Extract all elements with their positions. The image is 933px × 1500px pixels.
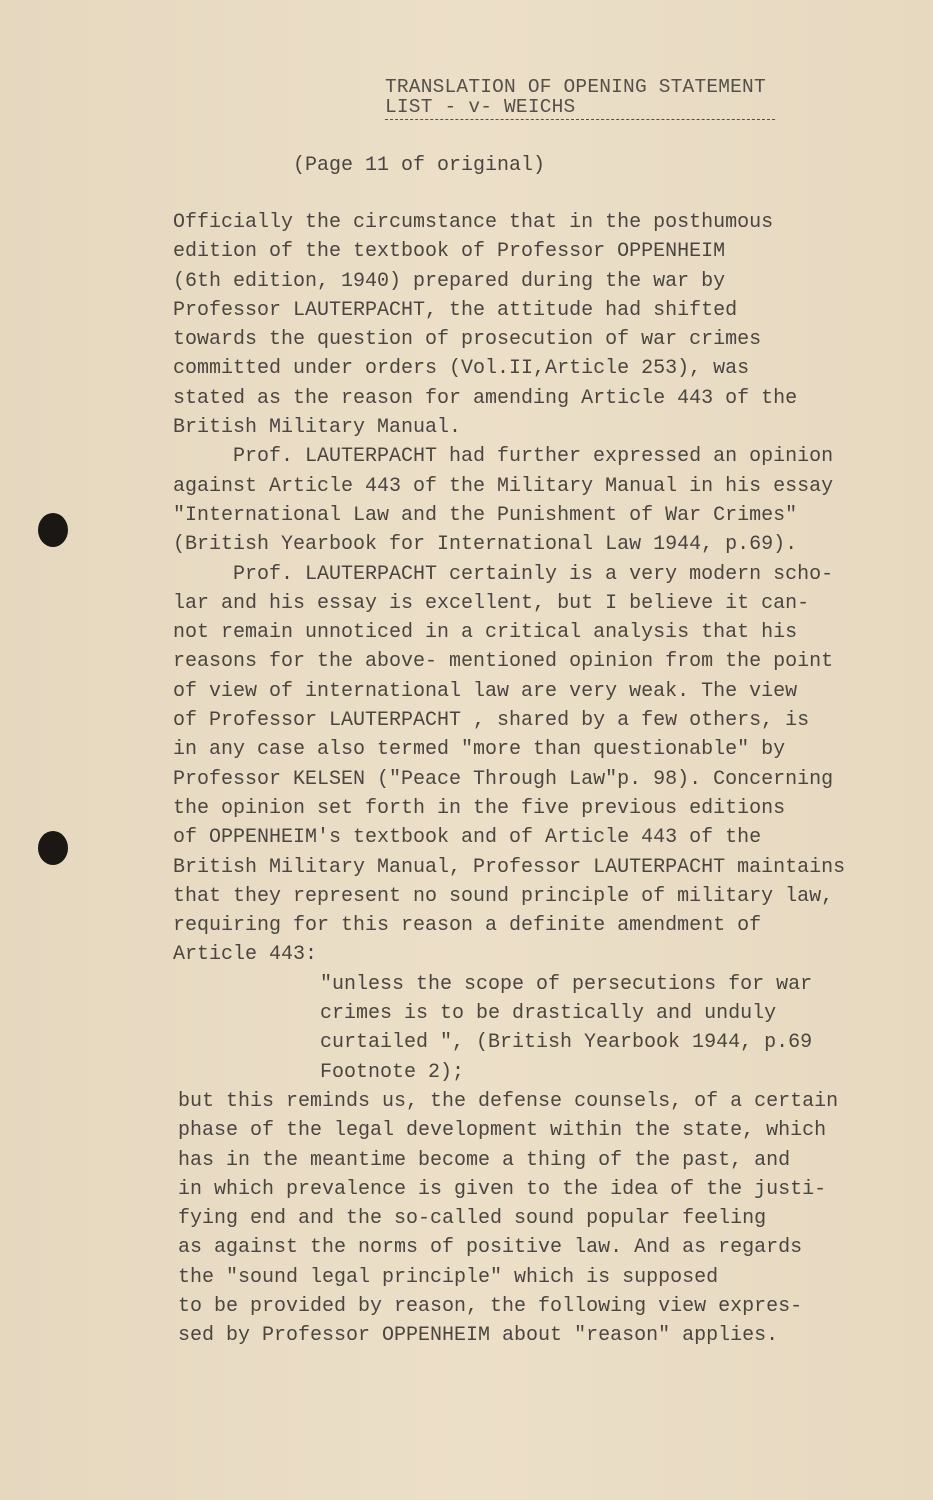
text-line: Prof. LAUTERPACHT had further expressed an opinion xyxy=(233,445,834,469)
text-line: stated as the reason for amending Article 443 of the xyxy=(173,386,798,410)
text-line: fying end and the so-called sound popular feeling xyxy=(178,1207,767,1231)
text-line: Footnote 2); xyxy=(320,1060,465,1084)
text-line: the "sound legal principle" which is supposed xyxy=(178,1265,719,1289)
text-line: against Article 443 of the Military Manual in his essay xyxy=(173,474,834,498)
text-line: crimes is to be drastically and unduly xyxy=(320,1002,777,1026)
text-line: sed by Professor OPPENHEIM about "reason" applies. xyxy=(178,1324,779,1348)
text-line: British Military Manual, Professor LAUTERPACHT maintains xyxy=(173,855,846,879)
text-line: of view of international law are very weak. The view xyxy=(173,679,798,703)
text-line: of Professor LAUTERPACHT , shared by a few others, is xyxy=(173,709,810,733)
text-line: the opinion set forth in the five previous editions xyxy=(173,796,786,820)
text-line: British Military Manual. xyxy=(173,416,462,440)
text-line: "unless the scope of persecutions for war xyxy=(320,972,813,996)
text-line: requiring for this reason a definite amendment of xyxy=(173,914,762,938)
punch-hole xyxy=(38,831,68,865)
text-line: committed under orders (Vol.II,Article 253), was xyxy=(173,357,750,381)
text-line: curtailed ", (British Yearbook 1944, p.69 xyxy=(320,1031,813,1055)
text-line: that they represent no sound principle of military law, xyxy=(173,884,834,908)
text-line: towards the question of prosecution of war crimes xyxy=(173,328,762,352)
text-line: but this reminds us, the defense counsels, of a certain xyxy=(178,1089,839,1113)
case-title: LIST - v- WEICHS xyxy=(385,96,775,120)
punch-hole xyxy=(38,513,68,547)
document-body xyxy=(173,208,845,1351)
text-line: reasons for the above- mentioned opinion from the point xyxy=(173,650,834,674)
text-line: in any case also termed "more than questionable" by xyxy=(173,738,786,762)
text-line: Prof. LAUTERPACHT certainly is a very modern scho- xyxy=(233,562,834,586)
document-title: TRANSLATION OF OPENING STATEMENT xyxy=(385,76,766,98)
text-line: Article 443: xyxy=(173,943,318,967)
text-line: in which prevalence is given to the idea of the justi- xyxy=(178,1177,827,1201)
text-line: edition of the textbook of Professor OPPENHEIM xyxy=(173,240,726,264)
text-line: Professor LAUTERPACHT, the attitude had shifted xyxy=(173,298,738,322)
text-line: (6th edition, 1940) prepared during the war by xyxy=(173,269,726,293)
page-reference: (Page 11 of original) xyxy=(293,154,546,177)
text-line: phase of the legal development within the state, which xyxy=(178,1119,827,1143)
text-line: as against the norms of positive law. And as regards xyxy=(178,1236,803,1260)
text-line: not remain unnoticed in a critical analysis that his xyxy=(173,621,798,645)
text-line: "International Law and the Punishment of War Crimes" xyxy=(173,503,798,527)
text-line: of OPPENHEIM's textbook and of Article 443 of the xyxy=(173,826,762,850)
text-line: Officially the circumstance that in the posthumous xyxy=(173,211,774,234)
text-line: has in the meantime become a thing of the past, and xyxy=(178,1148,791,1172)
text-line: Professor KELSEN ("Peace Through Law"p. 98). Concerning xyxy=(173,767,834,791)
text-line: to be provided by reason, the following view expres- xyxy=(178,1294,803,1318)
text-line: lar and his essay is excellent, but I believe it can- xyxy=(173,591,810,615)
text-line: (British Yearbook for International Law 1944, p.69). xyxy=(173,533,798,557)
